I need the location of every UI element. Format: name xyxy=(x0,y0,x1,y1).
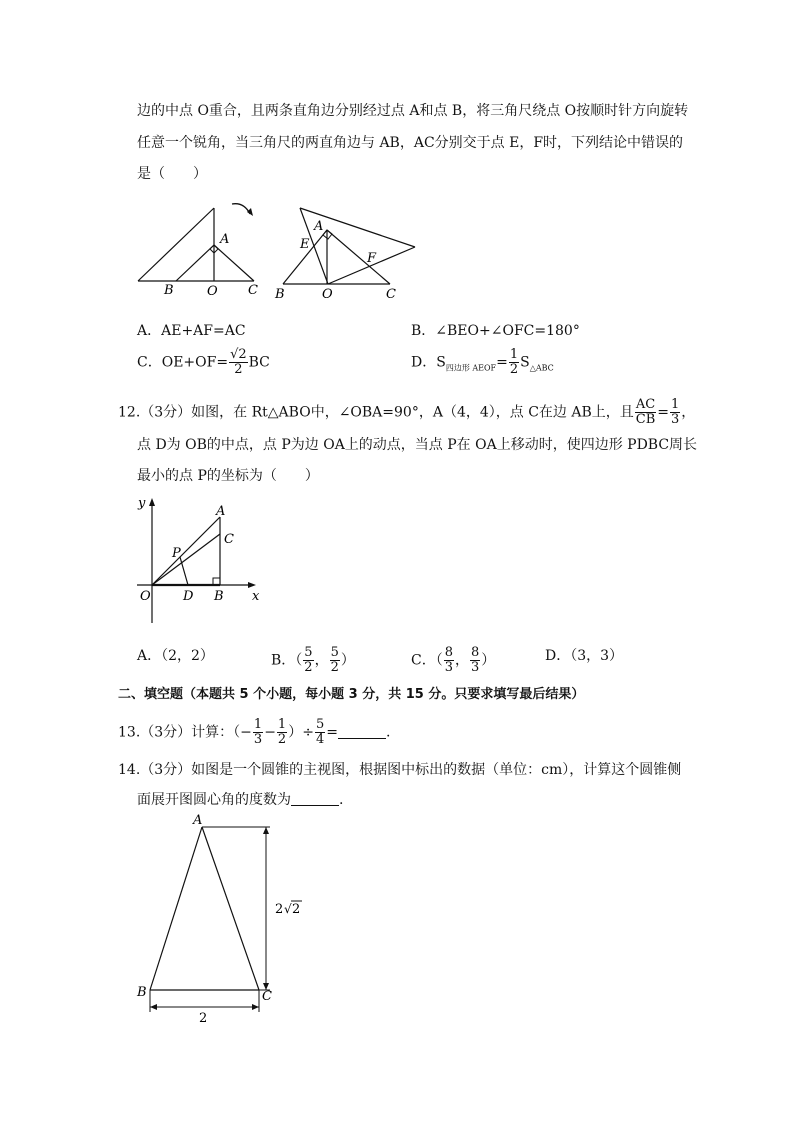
q12-option-c-d1: 3 xyxy=(444,660,453,675)
q13-frac2 xyxy=(277,718,287,747)
q12-frac1-den: CB xyxy=(635,412,656,427)
q12-option-b-d2: 2 xyxy=(330,660,339,675)
q11-figure-2 xyxy=(270,200,425,305)
q12-option-b-d1: 2 xyxy=(304,660,313,675)
q12-option-b xyxy=(271,646,355,675)
fig2-label-c: C xyxy=(386,287,396,302)
q14-height-coef: 2 xyxy=(275,902,284,917)
fig1-label-o: O xyxy=(207,284,218,299)
q11-option-d-pre: D．S xyxy=(411,354,446,371)
q12-option-d: D．（3，3） xyxy=(545,648,624,664)
q13-minus: − xyxy=(264,724,276,741)
q12-label-b: B xyxy=(214,589,224,604)
q12-line1-pre: 12.（3分）如图，在 Rt△ABO中，∠OBA=90°，A（4，4），点 C在边 AB上，且 xyxy=(118,404,634,421)
q12-line2: 点 D为 OB的中点，点 P为边 OA上的动点，当点 P在 OA上移动时，使四边形 PDBC周长 xyxy=(137,437,698,453)
q13-n2: 1 xyxy=(277,717,287,732)
section-2-heading: 二、填空题（本题共 5 个小题，每小题 3 分，共 15 分。只要求填写最后结果） xyxy=(118,687,585,702)
fig2-label-f: F xyxy=(367,251,377,266)
q12-label-y: y xyxy=(138,496,146,511)
q13-d2: 2 xyxy=(277,732,287,747)
q12-option-a: A．（2，2） xyxy=(137,648,214,664)
q12-line1 xyxy=(118,398,695,427)
q12-frac1-num: AC xyxy=(635,397,656,412)
q11-option-c-post: BC xyxy=(248,354,270,371)
q12-option-c-sep: ， xyxy=(455,652,469,669)
q11-option-d xyxy=(411,348,554,378)
q11-option-b: B．∠BEO+∠OFC=180° xyxy=(411,323,580,339)
q11-option-d-den: 2 xyxy=(509,362,519,377)
q11-option-a: A．AE+AF=AC xyxy=(137,323,246,339)
q11-option-d-eq: = xyxy=(496,354,508,371)
q13-mid: ）÷ xyxy=(288,724,314,741)
q12-line1-post: ， xyxy=(681,404,696,421)
q14-height-rad: 2 xyxy=(292,902,301,917)
q12-option-c-frac1 xyxy=(444,646,454,675)
q12-option-c-frac2 xyxy=(470,646,480,675)
q11-figure-1 xyxy=(130,196,270,301)
q12-option-c xyxy=(411,646,495,675)
q11-option-d-sub: 四边形 AEOF xyxy=(445,363,497,373)
q13 xyxy=(118,718,390,747)
q12-label-x: x xyxy=(252,589,260,604)
q11-option-c-pre: C．OE+OF= xyxy=(137,354,229,371)
q13-frac3 xyxy=(315,718,325,747)
q13-frac1 xyxy=(253,718,263,747)
q12-option-c-n2: 8 xyxy=(471,645,480,660)
q14-figure xyxy=(130,810,310,1025)
q11-option-d-post: S xyxy=(520,354,530,371)
q14-answer-blank[interactable] xyxy=(291,791,339,806)
q11-option-c xyxy=(137,348,270,377)
q14-line2 xyxy=(137,790,343,810)
q13-post: = xyxy=(326,724,338,741)
q12-fraction-1-3 xyxy=(670,398,680,427)
fig2-label-o: O xyxy=(322,287,333,302)
q12-option-b-frac1 xyxy=(303,646,313,675)
q13-end: . xyxy=(385,724,391,741)
q11-line3: 是（ ） xyxy=(137,166,207,182)
q12-option-b-n2: 5 xyxy=(330,645,339,660)
q13-n1: 1 xyxy=(253,717,263,732)
q12-label-o: O xyxy=(140,589,151,604)
q12-option-b-post: ） xyxy=(340,652,355,669)
q12-fraction-ac-cb xyxy=(635,398,657,427)
q13-n3: 5 xyxy=(315,717,325,732)
q11-line2: 任意一个锐角，当三角尺的两直角边与 AB，AC分别交于点 E，F时，下列结论中错误的 xyxy=(137,135,684,151)
fig2-label-a: A xyxy=(314,219,324,234)
q13-d3: 4 xyxy=(315,732,325,747)
q14-base-label: 2 xyxy=(199,1011,208,1025)
q12-option-b-pre: B．（ xyxy=(271,652,303,669)
q13-pre: 13.（3分）计算：（− xyxy=(118,724,252,741)
q13-answer-blank[interactable] xyxy=(338,724,386,739)
q14-line2-end: . xyxy=(339,792,344,808)
q12-frac2-den: 3 xyxy=(671,412,680,427)
q11-option-c-num: √2 xyxy=(230,347,247,362)
q12-label-d: D xyxy=(183,589,194,604)
fig2-label-e: E xyxy=(300,237,310,252)
q11-option-c-den: 2 xyxy=(234,362,243,377)
q12-option-c-pre: C．（ xyxy=(411,652,443,669)
q12-figure xyxy=(132,493,267,628)
q12-line3: 最小的点 P的坐标为（ ） xyxy=(137,468,319,484)
q12-option-b-sep: ， xyxy=(314,652,329,669)
q12-label-p: P xyxy=(172,546,181,561)
q12-frac2-num: 1 xyxy=(671,397,680,412)
q11-option-d-num: 1 xyxy=(509,347,519,362)
q12-label-a: A xyxy=(216,504,226,519)
q14-label-c: C xyxy=(262,989,272,1004)
q12-option-c-post: ） xyxy=(481,652,496,669)
q14-line1: 14.（3分）如图是一个圆锥的主视图，根据图中标出的数据（单位：cm），计算这个圆锥侧 xyxy=(118,762,682,778)
q12-label-c: C xyxy=(224,532,234,547)
q14-line2-text: 面展开图圆心角的度数为 xyxy=(137,792,291,808)
q11-line1: 边的中点 O重合，且两条直角边分别经过点 A和点 B，将三角尺绕点 O按顺时针方向旋转 xyxy=(137,103,689,119)
fig2-label-b: B xyxy=(275,287,285,302)
q12-option-c-n1: 8 xyxy=(444,645,453,660)
q14-label-a: A xyxy=(193,813,203,828)
fig1-label-a: A xyxy=(220,232,230,247)
fig1-label-b: B xyxy=(164,283,174,298)
q11-option-d-sub2: △ABC xyxy=(529,363,554,373)
q13-d1: 3 xyxy=(253,732,263,747)
q14-label-b: B xyxy=(137,985,147,1000)
q12-eq: = xyxy=(657,404,670,421)
q11-option-d-fraction xyxy=(509,348,519,377)
q11-option-c-fraction xyxy=(229,348,248,377)
q12-option-c-d2: 3 xyxy=(471,660,480,675)
q12-option-b-n1: 5 xyxy=(304,645,313,660)
fig1-label-c: C xyxy=(248,283,258,298)
q12-option-b-frac2 xyxy=(330,646,340,675)
q14-height-sqrt-sign: √ xyxy=(284,902,292,916)
